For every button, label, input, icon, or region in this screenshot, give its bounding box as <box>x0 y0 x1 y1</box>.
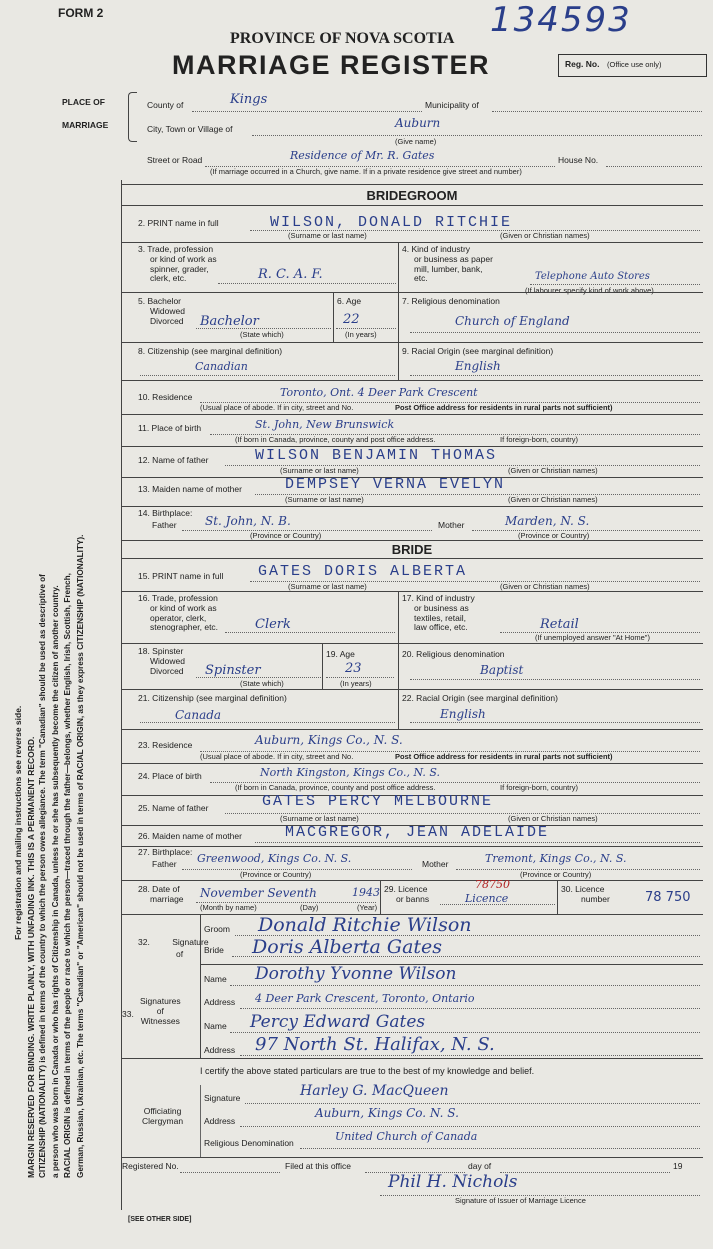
groom-f3-l2: or kind of work as <box>150 253 217 264</box>
bride-birth-note-a: (If born in Canada, province, county and post office address. <box>235 783 436 792</box>
street-value: Residence of Mr. R. Gates <box>290 149 435 162</box>
groom-industry: Telephone Auto Stores <box>535 271 650 282</box>
groom-surname-note: (Surname or last name) <box>288 231 367 240</box>
w1-name-label: Name <box>204 974 227 984</box>
margin-line-5: RACIAL ORIGIN is defined in terms of the people or race to which the person—traced through the father—belongs, whether English, Irish, Scottish, French, <box>63 573 73 1178</box>
groom-mother-surname-note: (Surname or last name) <box>285 495 364 504</box>
margin-instructions <box>12 150 117 1200</box>
bride-father-given-note: (Given or Christian names) <box>508 814 598 823</box>
groom-religion: Church of England <box>455 314 570 328</box>
bride-f16-l2: or kind of work as <box>150 602 217 613</box>
licence-number-written: 78750 <box>475 878 510 891</box>
groom-f4-l1: 4. Kind of industry <box>402 244 471 254</box>
clergy-address: Auburn, Kings Co. N. S. <box>315 1106 459 1120</box>
groom-f14-father: Father <box>152 520 177 530</box>
groom-f4-note: (If labourer specify kind of work above) <box>525 286 654 295</box>
bride-f27-label: 27. Birthplace: <box>138 847 193 857</box>
groom-f3-label <box>138 245 217 284</box>
bride-father-surname-note: (Surname or last name) <box>280 814 359 823</box>
groom-birth: St. John, New Brunswick <box>255 418 395 431</box>
bride-father-bp: Greenwood, Kings Co. N. S. <box>197 852 352 865</box>
registration-number: 134593 <box>490 0 632 40</box>
clergy-sig-label: Signature <box>204 1093 241 1103</box>
form-number: FORM 2 <box>58 6 104 20</box>
f30-label <box>561 885 610 905</box>
f32-label <box>138 938 209 948</box>
clergy-label <box>142 1107 183 1127</box>
groom-sig-label: Groom <box>204 924 230 934</box>
groom-f10-label: 10. Residence <box>138 392 193 402</box>
bride-given-note: (Given or Christian names) <box>500 582 590 591</box>
bride-industry: Retail <box>540 617 579 632</box>
f28-l1: 28. Date of <box>138 884 180 894</box>
groom-mother-bp: Marden, N. S. <box>505 514 590 528</box>
groom-given-note: (Given or Christian names) <box>500 231 590 240</box>
bride-mother-bp: Tremont, Kings Co., N. S. <box>485 852 627 865</box>
bride-heading: BRIDE <box>391 542 433 557</box>
margin-line-6: German, Russian, Ukrainian, etc. The terms "Canadian" or "American" should not be used in terms of RACIAL ORIGIN, as they express CITIZENSHIP (NATIONALITY). <box>75 534 85 1178</box>
bride-f17-note: (If unemployed answer "At Home") <box>535 633 650 642</box>
bride-res-note-b: Post Office address for residents in rural parts not sufficient) <box>395 752 613 761</box>
issuer-label: Signature of Issuer of Marriage Licence <box>455 1196 586 1205</box>
groom-status: Bachelor <box>200 314 259 329</box>
groom-signature: Donald Ritchie Wilson <box>258 914 472 936</box>
groom-father-given-note: (Given or Christian names) <box>508 466 598 475</box>
see-other-side: [SEE OTHER SIDE] <box>128 1216 192 1223</box>
bride-f20-label: 20. Religious denomination <box>402 649 505 659</box>
bride-age: 23 <box>345 661 362 676</box>
year-note: (Year) <box>357 903 378 912</box>
city-label: City, Town or Village of <box>147 124 233 134</box>
bride-f18-l1: 18. Spinster <box>138 646 184 656</box>
groom-f5-l3: Divorced <box>150 315 184 326</box>
groom-res-note-a: (Usual place of abode. If in city, street and No. <box>200 403 354 412</box>
f32-of: of <box>176 949 184 959</box>
page-title: MARRIAGE REGISTER <box>172 50 491 80</box>
margin-line-2: MARGIN RESERVED FOR BINDING. WRITE PLAINLY, WITH UNFADING INK. THIS IS A PERMANENT RECORD. <box>25 736 36 1178</box>
groom-father-bp: St. John, N. B. <box>205 514 291 528</box>
margin-line-3: CITIZENSHIP (NATIONALITY) is defined in terms of the country to which the person owes allegiance. The term "Canadian" should be used as descriptive of <box>38 574 48 1178</box>
groom-citizenship: Canadian <box>195 360 248 373</box>
groom-father: WILSON BENJAMIN THOMAS <box>255 447 498 464</box>
issuer-signature: Phil H. Nichols <box>388 1172 518 1192</box>
bride-f16-l1: 16. Trade, profession <box>138 593 218 603</box>
w2-name: Percy Edward Gates <box>250 1012 426 1032</box>
place-label-1: PLACE OF <box>62 97 105 107</box>
groom-birth-note-b: If foreign-born, country) <box>500 435 578 444</box>
f28-l2: marriage <box>150 893 184 904</box>
bride-f17-l1: 17. Kind of industry <box>402 593 475 603</box>
groom-father-surname-note: (Surname or last name) <box>280 466 359 475</box>
groom-prov-note-1: (Province or Country) <box>250 531 322 540</box>
county-value: Kings <box>230 92 268 107</box>
bride-f17-l2: or business as <box>414 602 469 613</box>
bride-prov-note-1: (Province or Country) <box>240 870 312 879</box>
groom-name-label <box>138 219 219 229</box>
bride-f27-father: Father <box>152 859 177 869</box>
bride-surname-note: (Surname or last name) <box>288 582 367 591</box>
groom-f13-label: 13. Maiden name of mother <box>138 484 242 494</box>
groom-f8-label: 8. Citizenship (see marginal definition) <box>138 346 283 356</box>
f32-signature: Signature <box>172 937 209 947</box>
street-note: (If marriage occurred in a Church, give name. If in a private residence give street and number) <box>210 167 522 176</box>
f32-num: 32. <box>138 937 150 947</box>
groom-f14-mother: Mother <box>438 520 465 530</box>
reg-no-box <box>558 54 707 77</box>
w1-address-label: Address <box>204 997 236 1007</box>
groom-f5-l2: Widowed <box>150 305 185 316</box>
give-name-note: (Give name) <box>395 137 437 146</box>
bride-years: (In years) <box>340 679 372 688</box>
bride-prov-note-2: (Province or Country) <box>520 870 592 879</box>
province-heading: PROVINCE OF NOVA SCOTIA <box>230 30 455 47</box>
bride-f23-label: 23. Residence <box>138 740 193 750</box>
groom-mother-given-note: (Given or Christian names) <box>508 495 598 504</box>
groom-f5-label <box>138 297 185 326</box>
bride-status: Spinster <box>205 663 261 678</box>
bride-name-label: 15. PRINT name in full <box>138 571 224 581</box>
witness-label-1: Signatures <box>140 996 181 1006</box>
bride-f24-label: 24. Place of birth <box>138 771 202 781</box>
groom-f6-label: 6. Age <box>337 296 362 306</box>
bride-f22-label: 22. Racial Origin (see marginal definition) <box>402 693 558 703</box>
bride-f17-l4: law office, etc. <box>414 622 468 633</box>
groom-racial: English <box>455 359 501 373</box>
witness-label-2: of <box>156 1005 164 1016</box>
bride-trade: Clerk <box>255 617 291 632</box>
licence-number: 78 750 <box>645 890 691 905</box>
groom-name: WILSON, DONALD RITCHIE <box>270 214 513 231</box>
street-label: Street or Road <box>147 155 203 165</box>
clergy-denom-label: Religious Denomination <box>204 1138 294 1148</box>
groom-residence: Toronto, Ont. 4 Deer Park Crescent <box>280 386 478 399</box>
groom-prov-note-2: (Province or Country) <box>518 531 590 540</box>
licence-or-banns: Licence <box>465 892 509 905</box>
groom-mother: DEMPSEY VERNA EVELYN <box>285 476 506 493</box>
w2-address-label: Address <box>204 1045 236 1055</box>
groom-f3-l4: clerk, etc. <box>150 273 187 284</box>
day-of-label: day of <box>468 1161 492 1171</box>
groom-f11-label: 11. Place of birth <box>138 423 202 433</box>
bride-citizenship: Canada <box>175 708 222 722</box>
bride-religion: Baptist <box>480 663 524 677</box>
f33-label <box>140 997 181 1026</box>
bride-f19-label: 19. Age <box>326 649 355 659</box>
groom-f12-label: 12. Name of father <box>138 455 209 465</box>
bridegroom-heading: BRIDEGROOM <box>366 188 458 203</box>
filed-label: Filed at this office <box>285 1161 351 1171</box>
groom-trade: R. C. A. F. <box>258 267 323 282</box>
registered-label: Registered No. <box>122 1161 179 1171</box>
groom-f3-l1: 3. Trade, profession <box>138 244 214 254</box>
nineteen-label: 19 <box>673 1161 683 1171</box>
bride-residence: Auburn, Kings Co., N. S. <box>255 733 403 747</box>
groom-f4-l4: etc. <box>414 273 428 284</box>
bride-f17-l3: textiles, retail, <box>414 612 466 623</box>
clergy-denomination: United Church of Canada <box>335 1130 478 1143</box>
marriage-month-day: November Seventh <box>200 886 317 900</box>
w2-address: 97 North St. Halifax, N. S. <box>255 1034 495 1055</box>
f29-l1: 29. Licence <box>384 884 428 894</box>
house-label: House No. <box>558 155 599 165</box>
w2-name-label: Name <box>204 1021 227 1031</box>
city-value: Auburn <box>395 116 441 130</box>
bride-f27-mother: Mother <box>422 859 449 869</box>
place-bracket <box>128 92 137 142</box>
clergy-address-label: Address <box>204 1116 236 1126</box>
groom-years: (In years) <box>345 330 377 339</box>
place-label-2: MARRIAGE <box>62 120 109 130</box>
groom-f3-l3: spinner, grader, <box>150 263 209 274</box>
county-label: County of <box>147 100 184 110</box>
certify-statement: I certify the above stated particulars are true to the best of my knowledge and belief. <box>200 1066 535 1076</box>
bride-f18-l2: Widowed <box>150 655 185 666</box>
day-note: (Day) <box>300 903 319 912</box>
bride-f25-label: 25. Name of father <box>138 803 209 813</box>
bride-f18-l3: Divorced <box>150 665 184 676</box>
bride-signature: Doris Alberta Gates <box>252 936 443 958</box>
reg-no-note: (Office use only) <box>607 60 662 69</box>
groom-state-which: (State which) <box>240 330 284 339</box>
w1-name: Dorothy Yvonne Wilson <box>255 964 457 984</box>
groom-f7-label: 7. Religious denomination <box>402 296 500 306</box>
groom-f4-label <box>402 245 493 284</box>
bride-f16-label <box>138 594 218 633</box>
bride-mother: MACGREGOR, JEAN ADELAIDE <box>285 824 550 841</box>
f29-label <box>384 885 429 905</box>
groom-name-label-text: 2. PRINT name in full <box>138 218 219 228</box>
bride-birth-note-b: If foreign-born, country) <box>500 783 578 792</box>
f28-label <box>138 885 184 905</box>
groom-f9-label: 9. Racial Origin (see marginal definition) <box>402 346 554 356</box>
bride-sig-label: Bride <box>204 945 224 955</box>
w1-address: 4 Deer Park Crescent, Toronto, Ontario <box>255 992 475 1005</box>
groom-f14-label: 14. Birthplace: <box>138 508 193 518</box>
bride-f16-l4: stenographer, etc. <box>150 622 219 633</box>
bride-name: GATES DORIS ALBERTA <box>258 563 468 580</box>
bride-res-note-a: (Usual place of abode. If in city, street and No. <box>200 752 354 761</box>
f30-l2: number <box>581 893 610 904</box>
marriage-year: 1943 <box>352 886 380 899</box>
bride-father: GATES PERCY MELBOURNE <box>262 793 494 810</box>
clergy-label-1: Officiating <box>143 1106 182 1116</box>
f29-l2: or banns <box>396 893 430 904</box>
clergy-signature: Harley G. MacQueen <box>300 1083 449 1099</box>
groom-res-note-b: Post Office address for residents in rural parts not sufficient) <box>395 403 613 412</box>
groom-f5-l1: 5. Bachelor <box>138 296 181 306</box>
bride-f17-label <box>402 594 475 633</box>
groom-f4-l3: mill, lumber, bank, <box>414 263 483 274</box>
margin-line-4: a person who was born in Canada or who has rights of Citizenship in Canada, unless he or she has subsequently become the citizen of another country. <box>50 585 60 1178</box>
groom-birth-note-a: (If born in Canada, province, county and post office address. <box>235 435 436 444</box>
reg-no-label: Reg. No. <box>565 59 600 69</box>
clergy-label-2: Clergyman <box>142 1115 184 1126</box>
groom-age: 22 <box>343 312 360 327</box>
bride-f26-label: 26. Maiden name of mother <box>138 831 242 841</box>
witness-label-3: Witnesses <box>140 1015 180 1026</box>
municipality-label: Municipality of <box>425 100 479 110</box>
f30-l1: 30. Licence <box>561 884 605 894</box>
bride-state-which: (State which) <box>240 679 284 688</box>
bride-birth: North Kingston, Kings Co., N. S. <box>260 766 441 779</box>
month-note: (Month by name) <box>200 903 257 912</box>
groom-f4-l2: or business as paper <box>414 253 493 264</box>
margin-line-1: For registration and mailing instructions see reverse side. <box>13 705 23 940</box>
bride-racial: English <box>440 707 486 721</box>
f33-num: 33. <box>122 1009 134 1019</box>
bride-f16-l3: operator, clerk, <box>150 612 207 623</box>
bride-f21-label: 21. Citizenship (see marginal definition) <box>138 693 287 703</box>
bride-f18-label <box>138 647 185 676</box>
